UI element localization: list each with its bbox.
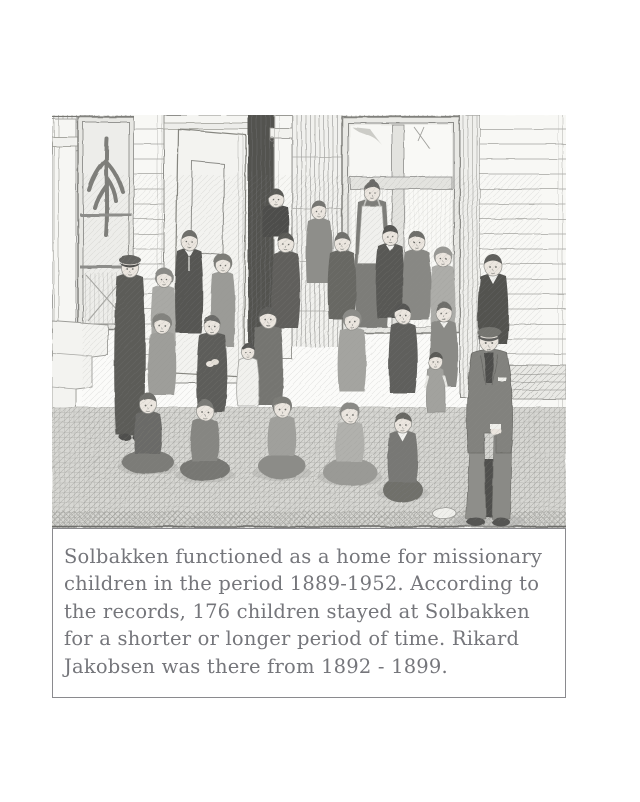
illustration (52, 115, 566, 528)
caption-line-4: for a shorter or longer period of time. Rikard (64, 627, 520, 651)
pencil-texture (82, 175, 542, 521)
caption-line-1: Solbakken functioned as a home for missionary (64, 545, 543, 568)
caption-line-2: children in the period 1889-1952. According to (64, 572, 540, 596)
illustration-plate (52, 115, 566, 698)
caption-box (52, 528, 566, 698)
caption-line-5: Jakobsen was there from 1892 - 1899. (64, 654, 448, 678)
group-portrait (82, 175, 542, 528)
caption-line-3: the records, 176 children stayed at Solbakken (64, 599, 530, 623)
